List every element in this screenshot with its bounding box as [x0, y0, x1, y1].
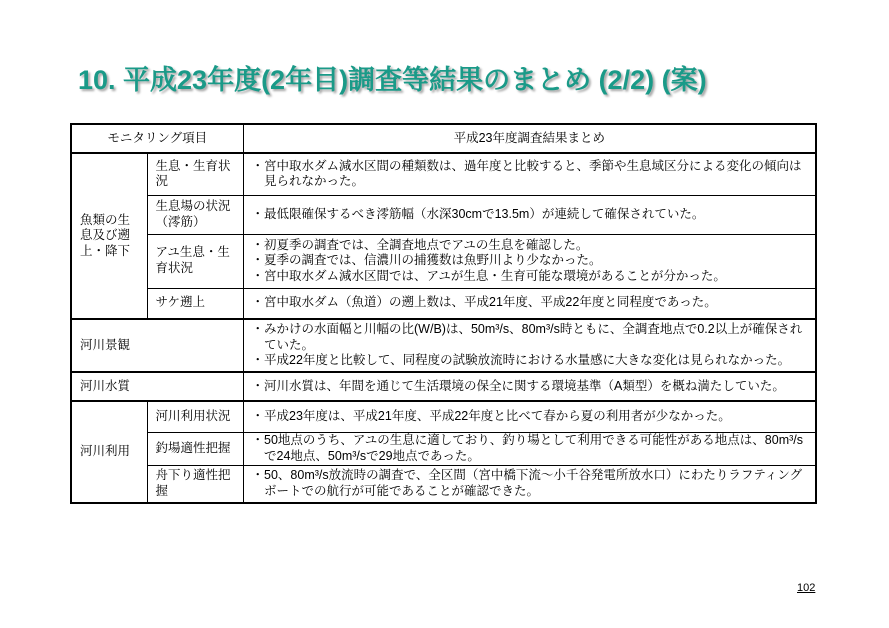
category-fish: 魚類の生息及び遡上・降下 [71, 153, 147, 319]
result-bullet: ・平成23年度は、平成21年度、平成22年度と比べて春から夏の利用者が少なかった。 [251, 408, 731, 423]
result-bullet: ・50地点のうち、アユの生息に適しており、釣り場として利用できる可能性がある地点は、80m³/sで24地点、50m³/sで29地点であった。 [251, 432, 803, 463]
result-bullet: ・宮中取水ダム減水区間では、アユが生息・生育可能な環境があることが分かった。 [251, 268, 726, 283]
table-row [71, 401, 816, 432]
table-row [71, 288, 816, 319]
table-row [71, 234, 816, 288]
result-cell [243, 319, 816, 372]
result-bullet: ・宮中取水ダム（魚道）の遡上数は、平成21年度、平成22年度と同程度であった。 [251, 295, 717, 310]
header-summary: 平成23年度調査結果まとめ [243, 124, 816, 153]
page-title: 10. 平成23年度(2年目)調査等結果のまとめ (2/2) (案) [78, 65, 707, 95]
header-monitoring-item: モニタリング項目 [71, 124, 243, 153]
result-bullet: ・最低限確保するべき澪筋幅（水深30cmで13.5m）が連続して確保されていた。 [251, 206, 705, 221]
subitem-salmon-run: サケ遡上 [147, 288, 243, 319]
page-number: 102 [797, 582, 816, 594]
category-water-quality: 河川水質 [71, 372, 243, 401]
result-bullet: ・夏季の調査では、信濃川の捕獲数は魚野川より少なかった。 [251, 253, 602, 268]
table-row [71, 372, 816, 401]
table-header-row [71, 124, 816, 153]
result-cell [243, 465, 816, 503]
table-row [71, 153, 816, 195]
table-row [71, 319, 816, 372]
result-bullet: ・河川水質は、年間を通じて生活環境の保全に関する環境基準（A類型）を概ね満たしていた。 [251, 378, 785, 393]
subitem-habitat-growth: 生息・生育状況 [147, 153, 243, 195]
category-landscape: 河川景観 [71, 319, 243, 372]
table-row [71, 432, 816, 465]
result-bullet: ・みかけの水面幅と川幅の比(W/B)は、50m³/s、80m³/s時ともに、全調査地点で0.2以上が確保されていた。 [251, 322, 803, 352]
subitem-ayu-habitat: アユ生息・生育状況 [147, 234, 243, 288]
subitem-boating-suitability: 舟下り適性把握 [147, 465, 243, 503]
subitem-habitat-channel: 生息場の状況（澪筋） [147, 195, 243, 234]
result-cell [243, 195, 816, 234]
monitoring-summary-table [70, 123, 817, 504]
result-cell [243, 153, 816, 195]
subitem-fishing-suitability: 釣場適性把握 [147, 432, 243, 465]
category-river-use: 河川利用 [71, 401, 147, 503]
result-bullet: ・50、80m³/s放流時の調査で、全区間（宮中橋下流～小千谷発電所放水口）にわたりラフティングボートでの航行が可能であることが確認できた。 [251, 468, 803, 498]
result-cell [243, 372, 816, 401]
result-bullet: ・平成22年度と比較して、同程度の試験放流時における水量感に大きな変化は見られなかった。 [251, 353, 791, 368]
table-row [71, 465, 816, 503]
result-bullet: ・宮中取水ダム減水区間の種類数は、過年度と比較すると、季節や生息域区分による変化の傾向は見られなかった。 [251, 158, 802, 189]
subitem-river-use-status: 河川利用状況 [147, 401, 243, 432]
result-cell [243, 234, 816, 288]
result-cell [243, 288, 816, 319]
result-bullet: ・初夏季の調査では、全調査地点でアユの生息を確認した。 [251, 237, 589, 252]
result-cell [243, 432, 816, 465]
result-cell [243, 401, 816, 432]
table-row [71, 195, 816, 234]
